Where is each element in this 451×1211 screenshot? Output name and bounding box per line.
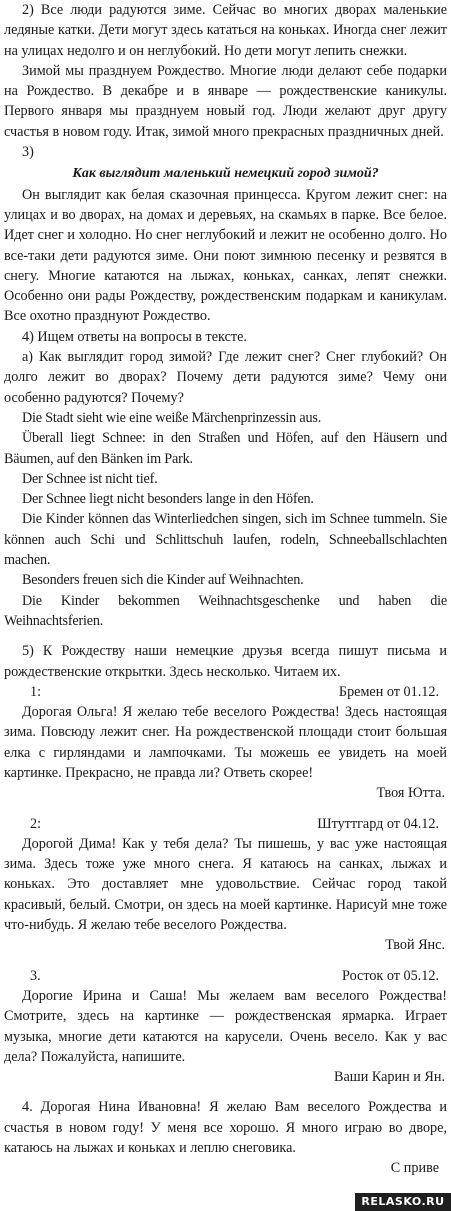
site-watermark: RELASKO.RU: [355, 1193, 451, 1211]
letter-signature: Твоя Ютта.: [376, 785, 445, 802]
letter-signature: Твой Янс.: [385, 937, 445, 954]
spacer: [4, 631, 447, 641]
textbook-page: [4, 0, 447, 1179]
german-answer: Der Schnee liegt nicht besonders lange in den Höfen.: [22, 491, 314, 508]
spacer: [4, 1087, 447, 1097]
letter-number: 1:: [30, 683, 42, 700]
spacer: [4, 804, 447, 814]
letter-4: [4, 1097, 447, 1178]
letter-3: [4, 966, 447, 1088]
german-answer: Überall liegt Schnee: in den Straßen und Höfen, auf den Häusern und Bäumen, auf den Bänken im Park.: [4, 430, 447, 467]
paragraph-christmas: Зимой мы празднуем Рождество. Многие люди делают себе подарки на Рождество. В декабре и в январе — рождественские каникулы. Первого января мы празднуем новый год. Люди желают друг другу счастья в новом году. Итак, зимой много прекрасных праздничных дней.: [4, 62, 447, 140]
letter-number: 3.: [30, 967, 41, 984]
letter-number: 2:: [30, 815, 42, 832]
german-answer: Die Kinder bekommen Weihnachtsgeschenke und haben die Weihnachtsferien.: [4, 592, 447, 629]
letter-signature-partial: С приве: [390, 1160, 439, 1177]
section-3-heading: Как выглядит маленький немецкий город зимой?: [72, 166, 379, 182]
spacer: [4, 956, 447, 966]
section-3-number: 3): [22, 144, 34, 161]
letter-signature: Ваши Карин и Ян.: [334, 1069, 445, 1086]
letter-body: Дорогая Ольга! Я желаю тебе веселого Рождества! Здесь настоящая зима. Повсюду лежит снег. На рождественской площади стоит большая елка с гирляндами и лампочками. Ты можешь ее увидеть на моей картинке. Прекрасно, не правда ли? Ответь скорее!: [4, 704, 447, 781]
german-answer: Die Stadt sieht wie eine weiße Märchenprinzessin aus.: [22, 409, 322, 426]
german-answer: Die Kinder können das Winterliedchen singen, sich im Schnee tummeln. Sie können auch Schi und Schlittschuh laufen, rodeln, Schneeballschlachten machen.: [4, 511, 447, 569]
paragraph-winter-joy: 2) Все люди радуются зиме. Сейчас во многих дворах маленькие ледяные катки. Дети могут здесь кататься на коньках. Иногда снег лежит на улицах недолго и он неглубокий. Но дети могут лепить снежки.: [4, 2, 447, 59]
letter-header: [4, 966, 447, 986]
letter-body: Дорогие Ирина и Саша! Мы желаем вам веселого Рождества! Смотрите, здесь на картинке — рождественская ярмарка. Играет музыка, многие дети катаются на карусели. Очень весело. Как у вас дела? Пожалуйста, напишите.: [4, 987, 447, 1065]
letter-2: [4, 814, 447, 956]
letter-header: [4, 814, 447, 834]
paragraph-questions: а) Как выглядит город зимой? Где лежит снег? Снег глубокий? Он долго лежит во дворах? Почему дети радуются зиме? Чему они особенно радуются? Почему?: [4, 349, 447, 406]
paragraph-town: Он выглядит как белая сказочная принцесса. Кругом лежит снег: на улицах и во дворах, на домах и деревьях, на скамьях в парке. Все белое. Идет снег и холодно. Но снег неглубокий и лежит не особенно долго. Но все-таки дети радуются зиме. Они поют зимнюю песенку и резвятся в снегу. Многие катаются на лыжах, коньках, санках, лепят снежки. Особенно они рады Рождеству, рождественским подаркам и каникулам. Все охотно празднуют Рождество.: [4, 186, 447, 325]
letter-body: Дорогой Дима! Как у тебя дела? Ты пишешь, у вас уже настоящая зима. Здесь тоже уже много снега. Я катаюсь на санках, лыжах и коньках. Это доставляет мне удовольствие. Сейчас город такой красивый, белый. Смотри, он здесь на моей картинке. Нарисуй мне тоже что-нибудь. Я желаю тебе веселого Рождества.: [4, 835, 447, 934]
section-4-title: 4) Ищем ответы на вопросы в тексте.: [22, 328, 247, 345]
letter-place-date: Штуттгард от 04.12.: [317, 815, 439, 832]
section-5-intro: 5) К Рождеству наши немецкие друзья всегда пишут письма и рождественские открытки. Здесь несколько. Читаем их.: [4, 643, 447, 680]
letter-header: [4, 682, 447, 702]
letter-place-date: Росток от 05.12.: [342, 967, 439, 984]
letter-place-date: Бремен от 01.12.: [338, 683, 439, 700]
german-answer: Der Schnee ist nicht tief.: [22, 470, 158, 487]
letter-body: 4. Дорогая Нина Ивановна! Я желаю Вам веселого Рождества и счастья в новом году! У меня все хорошо. Я много играю во дворе, катаюсь на лыжах и коньках и леплю снеговика.: [4, 1099, 447, 1157]
german-answers: [4, 408, 447, 631]
german-answer: Besonders freuen sich die Kinder auf Weihnachten.: [22, 572, 304, 589]
letter-1: [4, 682, 447, 804]
